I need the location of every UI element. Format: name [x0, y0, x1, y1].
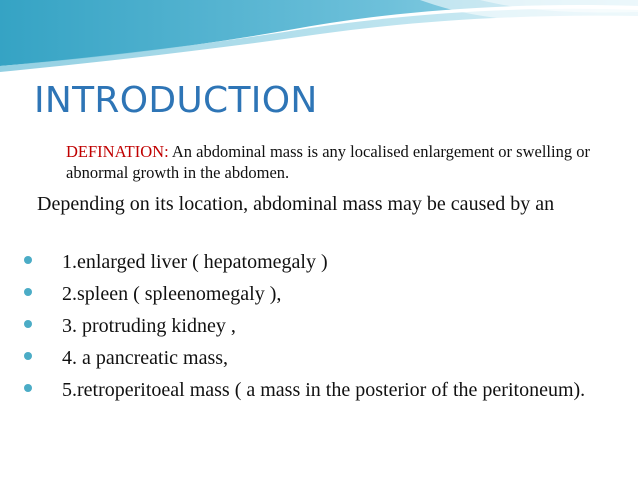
list-item-text: 2.spleen ( spleenomegaly ), [62, 283, 282, 305]
lead-text: Depending on its location, abdominal mass may be caused by an [37, 193, 555, 215]
bullet-icon [24, 320, 32, 328]
list-item-text: 5.retroperitoeal mass ( a mass in the posterior of the peritoneum). [62, 379, 586, 401]
list-item [22, 346, 622, 371]
list-item [22, 250, 622, 275]
bullet-icon [24, 256, 32, 264]
list-item [22, 378, 622, 403]
definition-text: An abdominal mass is any localised enlargement or swelling or abnormal growth in the abdomen. [66, 142, 590, 182]
list-item [22, 282, 622, 307]
causes-list [22, 250, 622, 410]
slide-title: INTRODUCTION [34, 80, 318, 121]
definition-term: DEFINATION: [66, 142, 169, 161]
header-wave-decoration [0, 0, 638, 80]
bullet-icon [24, 352, 32, 360]
list-item-text: 4. a pancreatic mass, [62, 347, 229, 369]
bullet-icon [24, 288, 32, 296]
list-item [22, 314, 622, 339]
definition-paragraph [66, 141, 626, 183]
bullet-icon [24, 384, 32, 392]
list-item-text: 1.enlarged liver ( hepatomegaly ) [62, 251, 328, 273]
list-item-text: 3. protruding kidney , [62, 315, 236, 337]
